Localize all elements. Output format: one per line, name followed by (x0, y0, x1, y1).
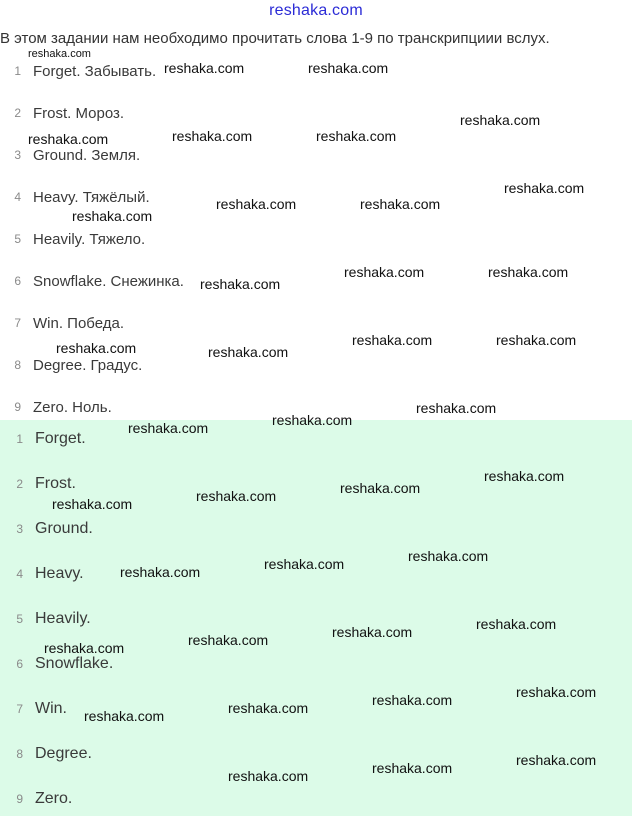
watermark: reshaka.com (28, 48, 91, 60)
watermark: reshaka.com (164, 60, 245, 76)
list-item (0, 787, 632, 811)
item-text: Ground. (35, 520, 93, 537)
watermark: reshaka.com (340, 480, 421, 496)
list-item (0, 353, 632, 377)
watermark: reshaka.com (196, 488, 277, 504)
watermark: reshaka.com (408, 548, 489, 564)
item-number: 3 (16, 522, 23, 536)
watermark: reshaka.com (264, 556, 345, 572)
item-number: 5 (14, 232, 21, 246)
item-number: 4 (16, 567, 23, 581)
item-text: Ground. Земля. (33, 146, 141, 164)
watermark: reshaka.com (352, 332, 433, 348)
item-number: 4 (14, 190, 21, 204)
watermark: reshaka.com (372, 692, 453, 708)
item-number: 9 (16, 792, 23, 806)
item-text: Win. Победа. (33, 314, 124, 332)
watermark: reshaka.com (216, 196, 297, 212)
watermark: reshaka.com (496, 332, 577, 348)
watermark: reshaka.com (372, 760, 453, 776)
watermark: reshaka.com (308, 60, 389, 76)
item-number: 8 (14, 358, 21, 372)
item-number: 8 (16, 747, 23, 761)
item-text: Zero. (35, 790, 73, 807)
watermark: reshaka.com (360, 196, 441, 212)
item-number: 6 (14, 274, 21, 288)
watermark: reshaka.com (476, 616, 557, 632)
watermark: reshaka.com (228, 700, 309, 716)
list-item (0, 517, 632, 541)
item-text: Snowflake. Снежинка. (33, 272, 184, 290)
watermark: reshaka.com (84, 708, 165, 724)
item-text: Heavy. Тяжёлый. (33, 188, 150, 206)
watermark: reshaka.com (128, 420, 209, 436)
item-text: Heavily. Тяжело. (33, 230, 146, 248)
list-item (0, 227, 632, 251)
watermark: reshaka.com (484, 468, 565, 484)
item-number: 6 (16, 657, 23, 671)
item-number: 7 (16, 702, 23, 716)
watermark: reshaka.com (56, 340, 137, 356)
item-number: 9 (14, 400, 21, 414)
watermark: reshaka.com (416, 400, 497, 416)
item-text: Degree. (35, 745, 92, 762)
item-number: 3 (14, 148, 21, 162)
item-text: Snowflake. (35, 655, 114, 672)
item-number: 7 (14, 316, 21, 330)
list-item (0, 427, 632, 451)
watermark: reshaka.com (516, 684, 597, 700)
watermark: reshaka.com (28, 131, 109, 147)
watermark: reshaka.com (488, 264, 569, 280)
item-number: 2 (14, 106, 21, 120)
watermark: reshaka.com (188, 632, 269, 648)
watermark: reshaka.com (316, 128, 397, 144)
watermark: reshaka.com (200, 276, 281, 292)
item-number: 1 (14, 64, 21, 78)
intro-text: В этом задании нам необходимо прочитать слова 1-9 по транскрипциии вслух. (0, 30, 550, 47)
watermark: reshaka.com (460, 112, 541, 128)
watermark: reshaka.com (72, 208, 153, 224)
watermark: reshaka.com (120, 564, 201, 580)
watermark: reshaka.com (272, 412, 353, 428)
item-number: 2 (16, 477, 23, 491)
item-text: Zero. Ноль. (33, 398, 112, 416)
watermark: reshaka.com (332, 624, 413, 640)
watermark: reshaka.com (516, 752, 597, 768)
item-number: 1 (16, 432, 23, 446)
item-text: Frost. (35, 475, 76, 492)
item-text: Heavy. (35, 565, 84, 582)
item-text: Forget. (35, 430, 86, 447)
item-text: Forget. Забывать. (33, 62, 157, 80)
site-header[interactable]: reshaka.com (269, 2, 363, 19)
item-text: Degree. Градус. (33, 356, 143, 374)
item-text: Frost. Мороз. (33, 104, 125, 122)
watermark: reshaka.com (504, 180, 585, 196)
item-text: Win. (35, 700, 67, 717)
watermark: reshaka.com (228, 768, 309, 784)
item-text: Heavily. (35, 610, 91, 627)
watermark: reshaka.com (172, 128, 253, 144)
item-number: 5 (16, 612, 23, 626)
watermark: reshaka.com (344, 264, 425, 280)
watermark: reshaka.com (208, 344, 289, 360)
watermark: reshaka.com (52, 496, 133, 512)
watermark: reshaka.com (44, 640, 125, 656)
